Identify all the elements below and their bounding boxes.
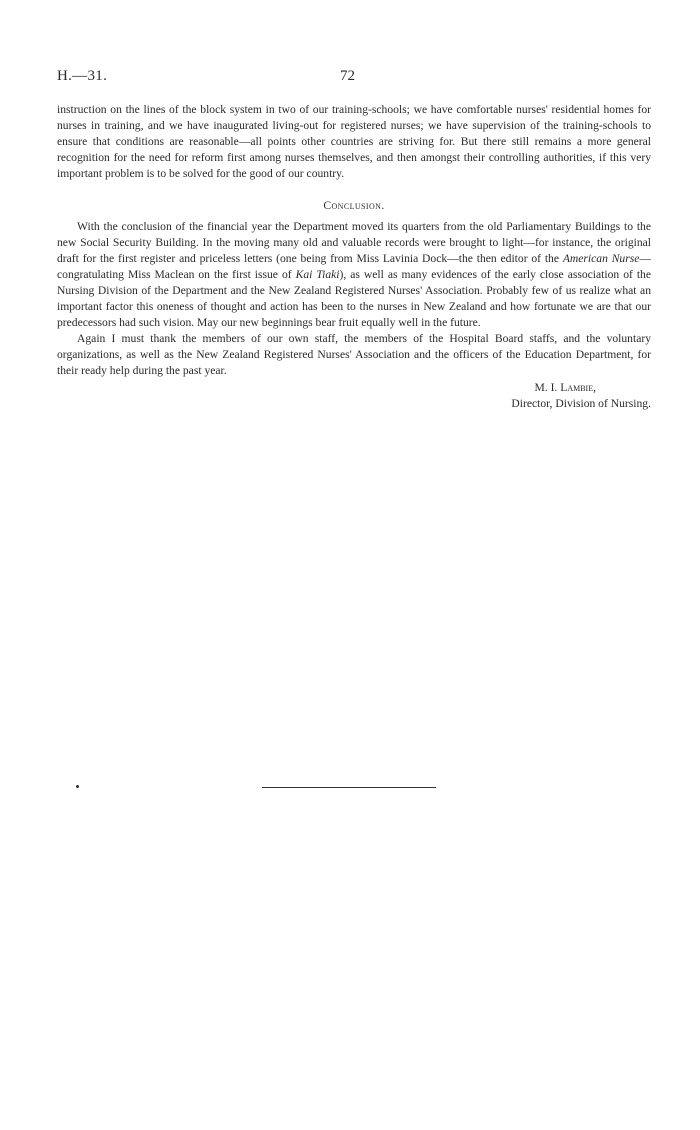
document-body [57, 102, 651, 412]
paragraph-conclusion-text-1: With the conclusion of the financial year the Department moved its quarters from the old Parliamentary Buildings to the new Social Security Building. In the moving many old and valuable records were brought to light—for instance, the original draft for the first register and priceless letters (one being from Miss Lavinia Dock—the then editor of the [57, 219, 651, 265]
paragraph-conclusion-text-3: ), as well as many evidences of the early close association of the Nursing Division of the Department and the New Zealand Registered Nurses' Association. Probably few of us realize what an important factor this oneness of thought and action has been to the nurses in New Zealand and how fortunate we are that our predecessors had such vision. May our new beginnings bear fruit equally well in the future. [57, 267, 651, 330]
kai-tiaki-title: Kai Tiaki [295, 267, 340, 281]
paragraph-thanks: Again I must thank the members of our own staff, the members of the Hospital Board staffs, and the voluntary organizations, as well as the New Zealand Registered Nurses' Association and the officers of the Education Department, for their ready help during the past year. [57, 332, 651, 378]
paragraph-conclusion-text-2: —congratulating Miss Maclean on the first issue of [57, 251, 651, 281]
paragraph-training-schools: instruction on the lines of the block system in two of our training-schools; we have comfortable nurses' residential homes for nurses in training, and we have inaugurated living-out for registered nurses; we have supervision of the training-schools to ensure that conditions are reasonable—all points other countries are striving for. But there still remains a more general recognition for the need for reform first among nurses themselves, and then amongst their controlling authorities, if this very important problem is to be solved for the good of our country. [57, 103, 651, 181]
paragraph-conclusion [57, 219, 651, 332]
page-number: 72 [340, 68, 355, 84]
page-mark-dot [76, 785, 79, 788]
american-nurse-title: American Nurse [562, 251, 640, 265]
section-heading-conclusion: Conclusion. [323, 199, 385, 213]
signature-name: M. I. Lambie, [534, 380, 596, 394]
end-rule [262, 787, 436, 788]
signature-title: Director, Division of Nursing. [511, 396, 651, 410]
document-reference: H.—31. [57, 68, 108, 84]
